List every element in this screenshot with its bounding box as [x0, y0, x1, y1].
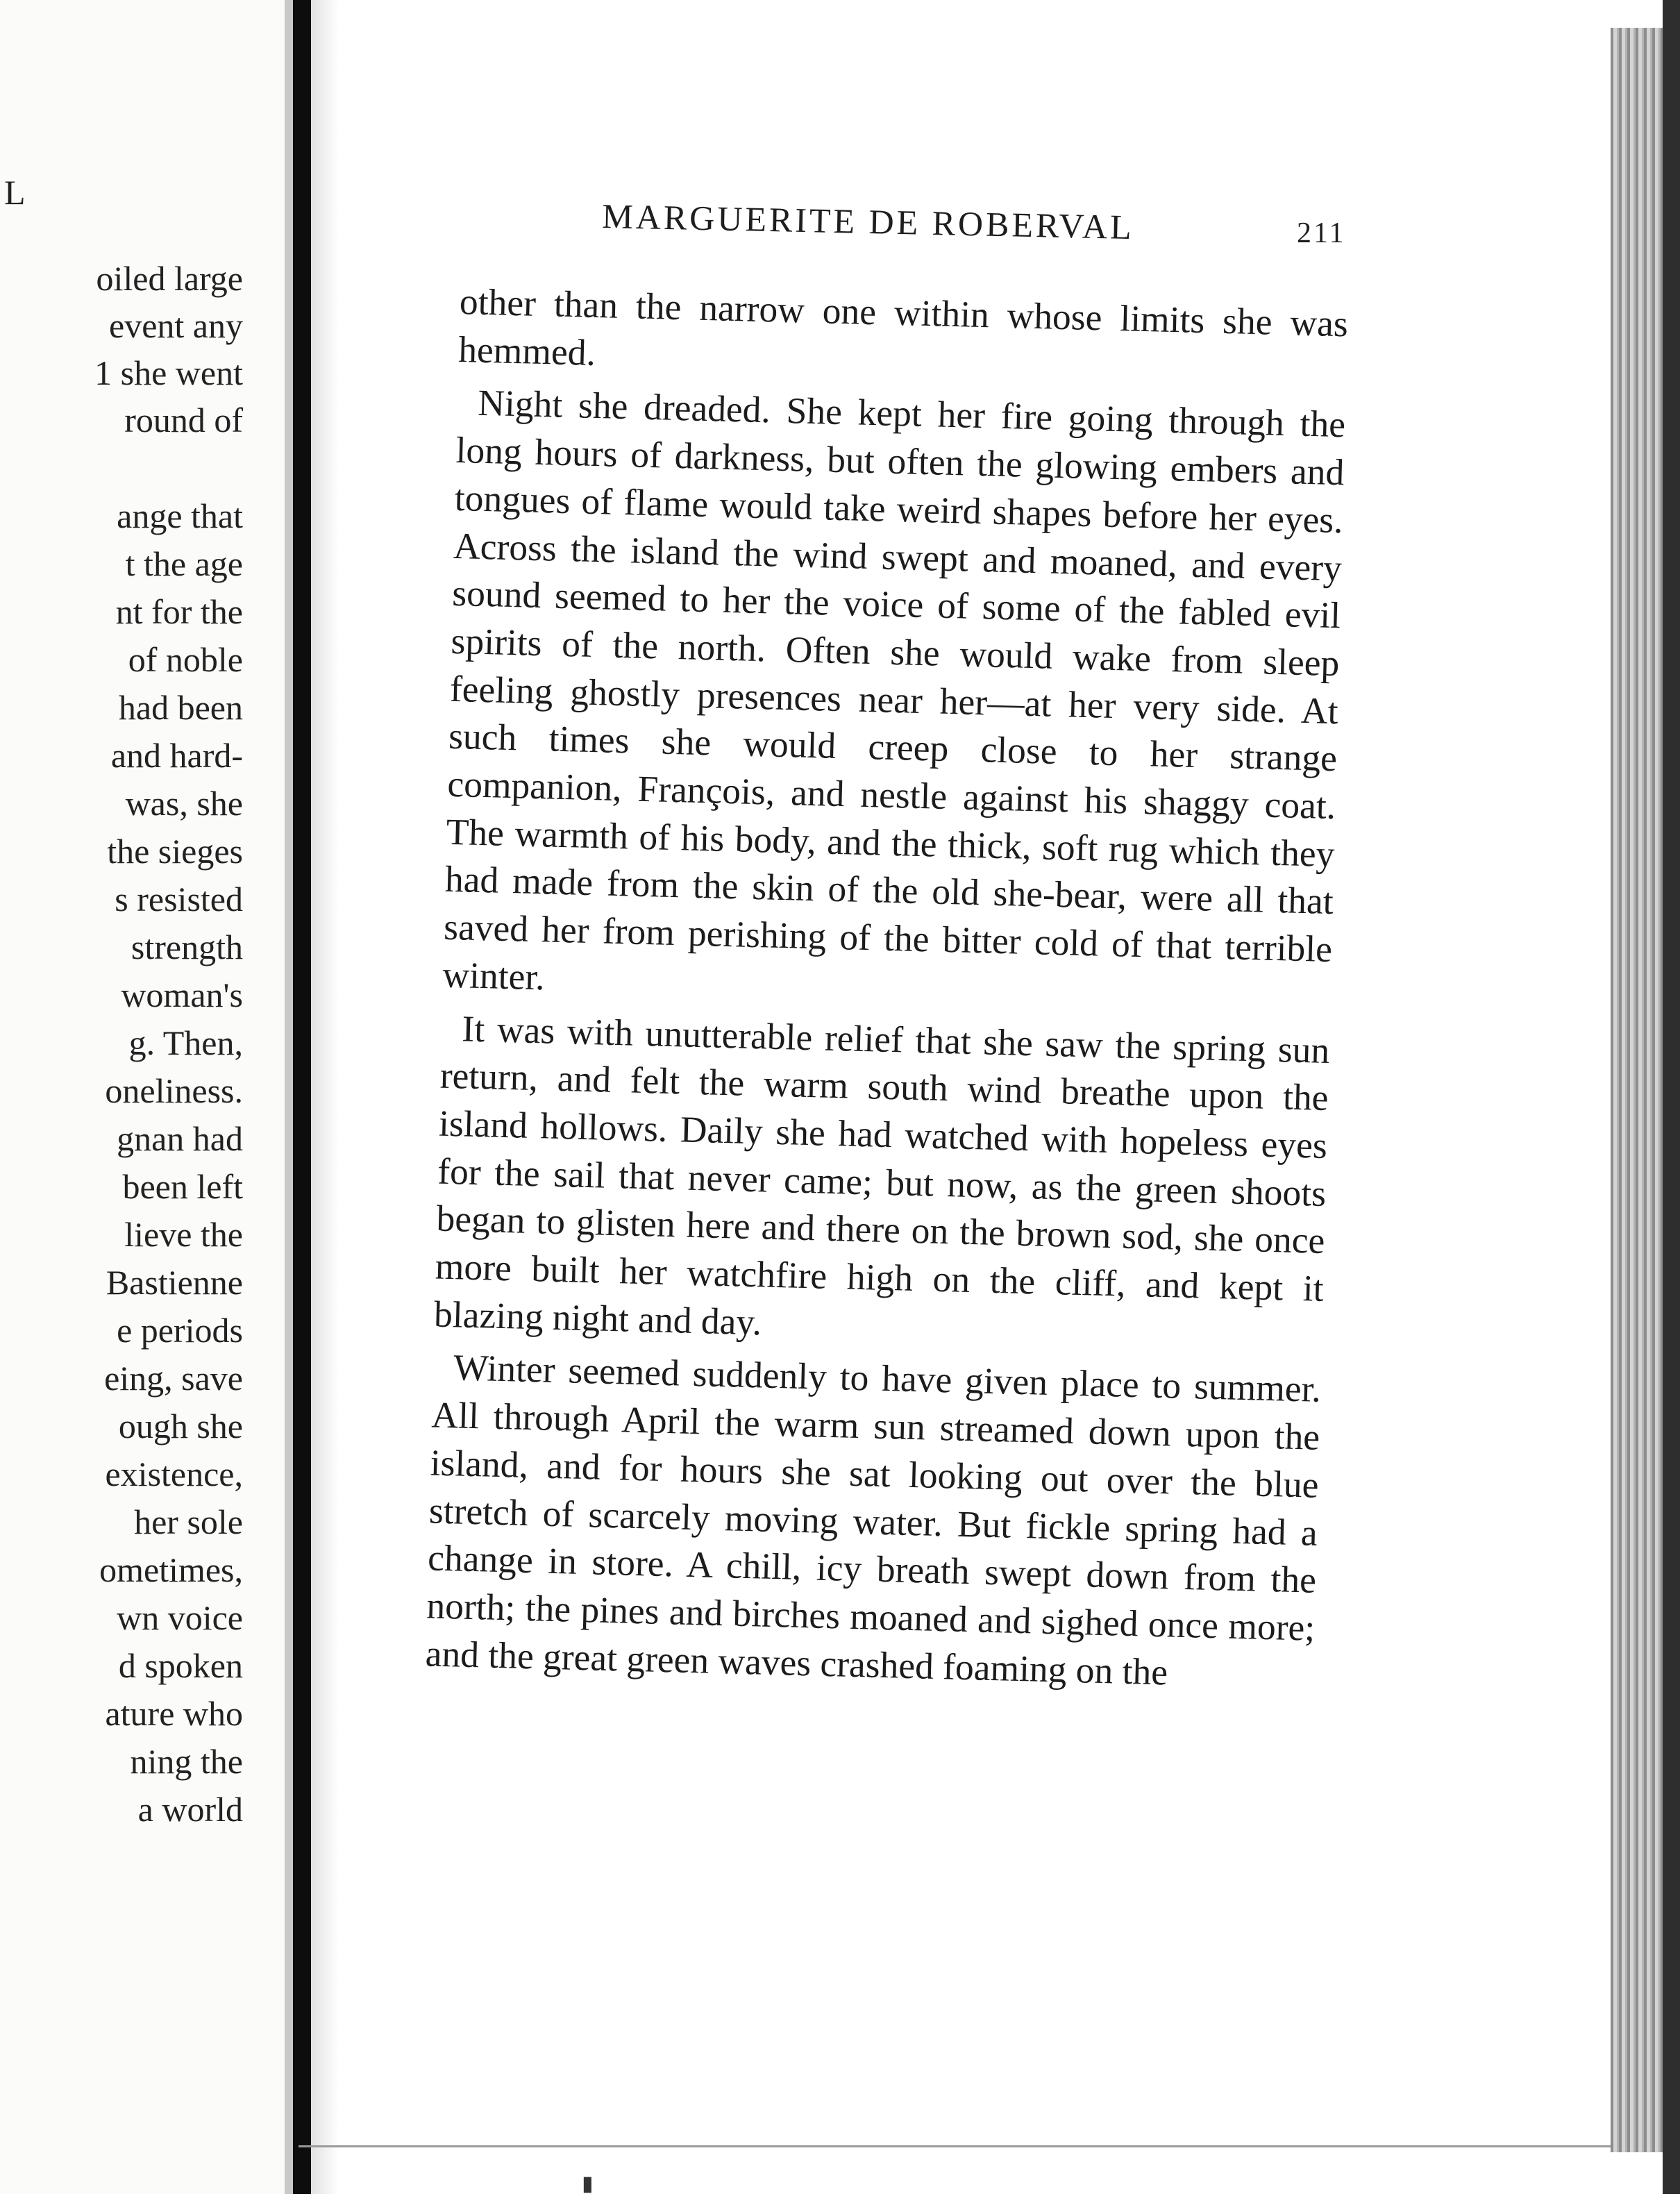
stray-ink-mark: ▮: [582, 2172, 594, 2195]
paragraph: Night she dreaded. She kept her fire going through the long hours of darkness, but often the glowing embers and tongues of flame would take weird shapes before her eyes. Across the island the wind swept and moaned, and every sound seemed to her the voice of some of the fabled evil spirits of the north. Often she would wake from sleep feeling ghostly presences near her—at her very side. At such times she would creep close to her strange companion, François, and nestle against his shaggy coat. The warmth of his body, and the thick, soft rug which they had made from the skin of the old she-bear, were all that saved her from perishing of the bitter cold of that terrible winter.: [442, 382, 1346, 998]
running-head: MARGUERITE DE ROBERVAL: [601, 196, 1135, 247]
left-line: 1 she went: [94, 353, 243, 392]
left-line: ange that: [117, 496, 243, 535]
left-line: event any: [109, 306, 243, 345]
left-line: t the age: [125, 544, 243, 583]
left-line: the sieges: [107, 832, 243, 871]
left-line: a world: [137, 1790, 243, 1829]
left-line: existence,: [105, 1455, 243, 1493]
left-line: nt for the: [115, 592, 243, 631]
left-line: ough she: [118, 1407, 243, 1445]
left-line: lieve the: [124, 1215, 243, 1254]
left-line: eing, save: [104, 1359, 243, 1398]
left-line: and hard-: [110, 736, 243, 775]
page-bottom-edge: [299, 2145, 1611, 2147]
page-number: 211: [1297, 217, 1346, 249]
gutter-shadow: [311, 0, 339, 2194]
left-line: woman's: [121, 975, 243, 1014]
left-line: ning the: [130, 1742, 243, 1781]
left-line: gnan had: [117, 1119, 243, 1158]
left-line: g. Then,: [128, 1023, 243, 1062]
left-line: oiled large: [96, 259, 243, 298]
paragraph: Winter seemed suddenly to have given place to summer. All through April the warm sun streamed down upon the island, and for hours she sat looking out over the blue stretch of scarcely moving water. But fickle spring had a change in store. A chill, icy breath swept down from the north; the pines and birches moaned and sighed once more; and the great green waves crashed foaming on the: [425, 1346, 1322, 1693]
left-line: ometimes,: [99, 1550, 243, 1589]
page-block-shadow: [1663, 0, 1680, 2194]
left-line: had been: [118, 688, 243, 727]
left-line: d spoken: [118, 1646, 243, 1685]
left-line: s resisted: [115, 880, 243, 919]
left-line: her sole: [134, 1502, 243, 1541]
left-line: oneliness.: [105, 1071, 243, 1110]
right-page: [339, 0, 1630, 2194]
gutter-edge: [285, 0, 293, 2194]
left-line: been left: [122, 1167, 243, 1206]
paragraph: other than the narrow one within whose limits she was hemmed.: [457, 280, 1349, 374]
left-running-head: L: [4, 173, 28, 212]
left-line: e periods: [117, 1311, 243, 1350]
binding-gutter: [293, 0, 311, 2194]
left-line: strength: [131, 928, 243, 966]
left-line: Bastienne: [106, 1263, 243, 1302]
body-text: [425, 278, 1349, 1705]
left-line: ature who: [105, 1694, 243, 1733]
paragraph: It was with unutterable relief that she saw the spring sun return, and felt the warm south wind breathe upon the island hollows. Daily she had watched with hopeless eyes for the sail that never came; but now, as the green shoots began to glisten here and there on the brown sod, she once more built her watchfire high on the cliff, and kept it blazing night and day.: [433, 1007, 1331, 1343]
left-line: was, she: [125, 784, 243, 823]
left-page: [0, 0, 285, 2194]
left-line: wn voice: [117, 1598, 243, 1637]
left-line: of noble: [128, 640, 243, 679]
left-line: round of: [124, 401, 243, 439]
